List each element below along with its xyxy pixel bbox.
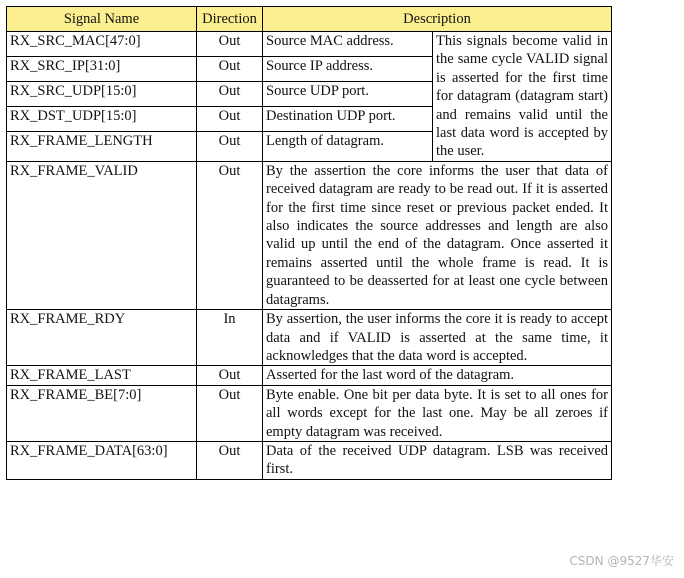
signal-description: Source IP address. (263, 57, 433, 82)
signal-table (6, 6, 612, 480)
signal-description: Source MAC address. (263, 32, 433, 57)
signal-name: RX_FRAME_RDY (7, 310, 197, 366)
header-description: Description (263, 7, 612, 32)
signal-description: Source UDP port. (263, 82, 433, 107)
table-row (7, 310, 612, 366)
signal-name: RX_FRAME_VALID (7, 161, 197, 309)
signal-name: RX_SRC_MAC[47:0] (7, 32, 197, 57)
table-row (7, 366, 612, 385)
signal-name: RX_FRAME_DATA[63:0] (7, 441, 197, 479)
signal-direction: In (197, 310, 263, 366)
group-note: This signals become valid in the same cycle VALID signal is asserted for the first time for datagram (datagram start) and remains valid until the last data word is accepted by the user. (433, 32, 612, 162)
signal-name: RX_FRAME_LENGTH (7, 132, 197, 162)
signal-name: RX_FRAME_BE[7:0] (7, 385, 197, 441)
signal-description: Destination UDP port. (263, 107, 433, 132)
signal-direction: Out (197, 441, 263, 479)
signal-name: RX_FRAME_LAST (7, 366, 197, 385)
table-row (7, 161, 612, 309)
header-signal-name: Signal Name (7, 7, 197, 32)
header-row (7, 7, 612, 32)
signal-description: Asserted for the last word of the datagram. (263, 366, 612, 385)
table-row (7, 32, 612, 57)
signal-direction: Out (197, 385, 263, 441)
signal-description: Data of the received UDP datagram. LSB was received first. (263, 441, 612, 479)
header-direction: Direction (197, 7, 263, 32)
signal-direction: Out (197, 107, 263, 132)
signal-description: Byte enable. One bit per data byte. It is set to all ones for all words except for the last one. May be all zeroes if empty datagram was received. (263, 385, 612, 441)
signal-name: RX_DST_UDP[15:0] (7, 107, 197, 132)
signal-description: Length of datagram. (263, 132, 433, 162)
table-row (7, 385, 612, 441)
signal-description: By assertion, the user informs the core it is ready to accept data and if VALID is asserted at the same time, it acknowledges that the data word is accepted. (263, 310, 612, 366)
signal-direction: Out (197, 32, 263, 57)
signal-description: By the assertion the core informs the user that data of received datagram are ready to be read out. If it is asserted for the first time since reset or previous packet ended. It also indicates the source addresses and length are also valid up until the end of the datagram. Once asserted it remains asserted until the whole frame is read. It is guaranteed to be deasserted for at least one cycle between datagrams. (263, 161, 612, 309)
signal-direction: Out (197, 366, 263, 385)
watermark: CSDN @9527华安 (569, 554, 674, 568)
table-row (7, 441, 612, 479)
signal-name: RX_SRC_IP[31:0] (7, 57, 197, 82)
signal-direction: Out (197, 161, 263, 309)
signal-name: RX_SRC_UDP[15:0] (7, 82, 197, 107)
signal-direction: Out (197, 132, 263, 162)
signal-direction: Out (197, 82, 263, 107)
signal-direction: Out (197, 57, 263, 82)
